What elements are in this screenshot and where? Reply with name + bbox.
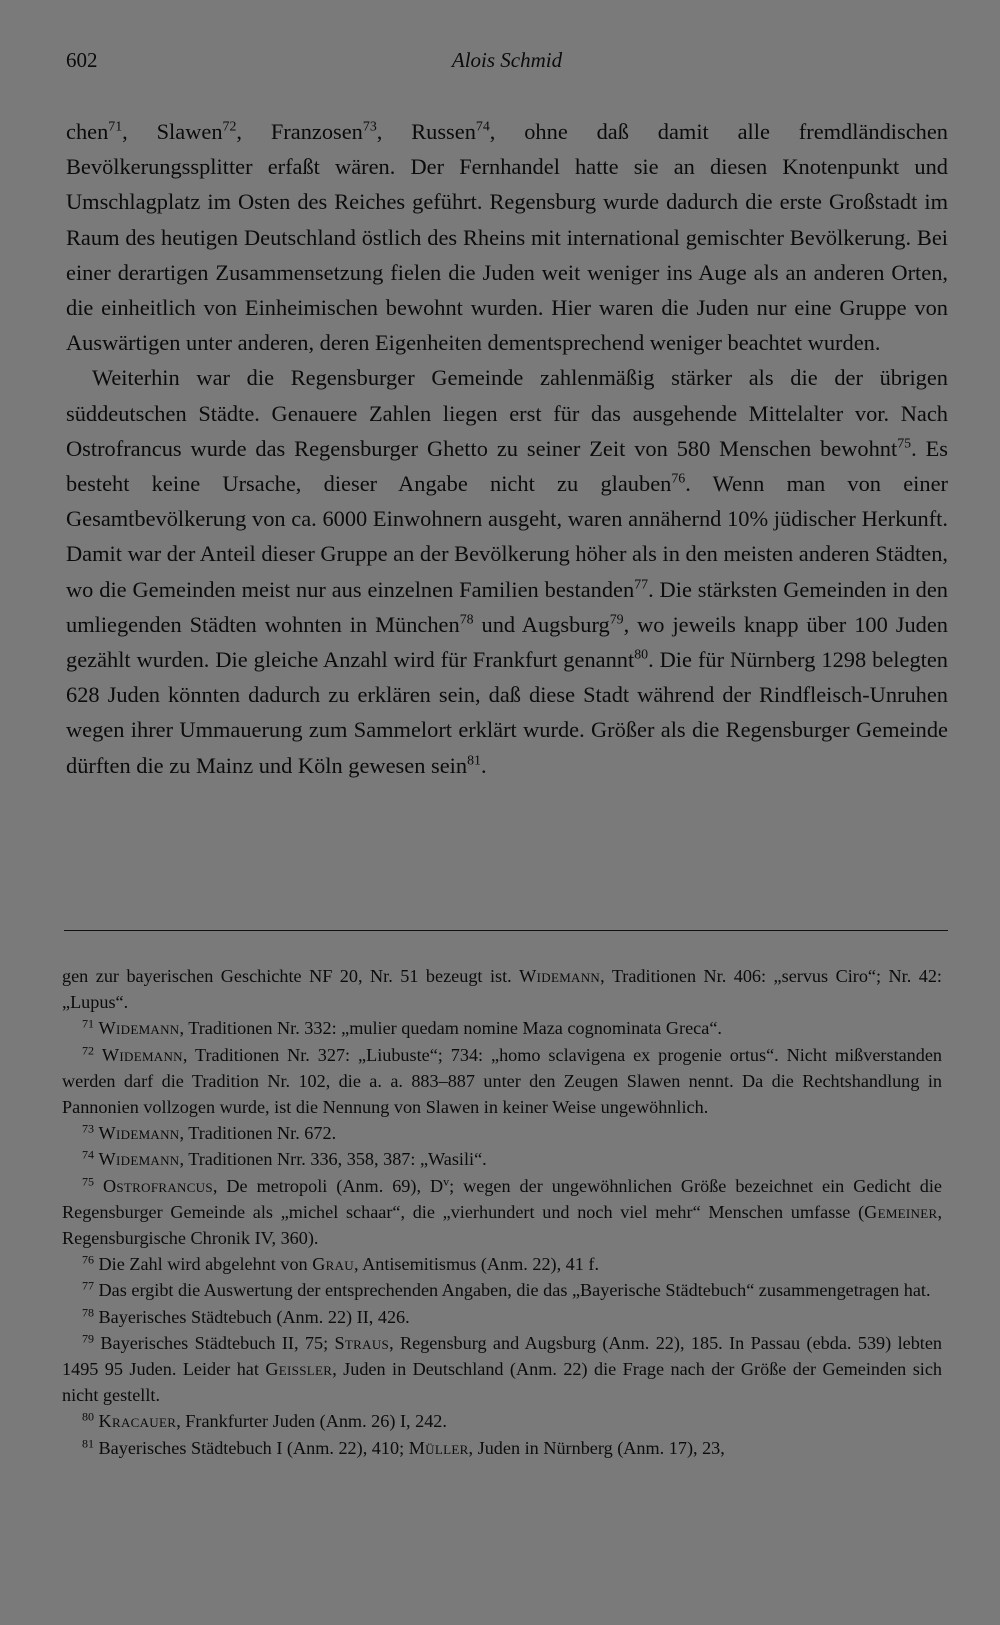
- footnote-72: [62, 1042, 942, 1121]
- footnote-number: 80: [82, 1409, 94, 1424]
- text-run: , Frankfurter Juden (Anm. 26) I, 242.: [176, 1411, 447, 1432]
- text-run: , Franzosen: [236, 119, 363, 144]
- author-name: Gemeiner: [864, 1201, 938, 1222]
- footnote-number: 73: [82, 1121, 94, 1136]
- footnote-74: [62, 1146, 942, 1172]
- text-run: , ohne daß damit alle fremdländischen Bevölkerungssplitter erfaßt wären. Der Fernhandel hatte sie an diesen Knotenpunkt und Umschlagplatz im Osten des Reiches geführt. Regensburg wurde dadurch die erste Großstadt im Raum des heutigen Deutschland östlich des Rheins mit international gemischter Bevölkerung. Bei einer derartigen Zusammensetzung fielen die Juden weit weniger ins Auge als an anderen Orten, die einheitlich von Einheimischen bewohnt wurden. Hier waren die Juden nur eine Gruppe von Auswärtigen unter anderen, deren Eigenheiten dementsprechend weniger beachtet wurden.: [66, 119, 949, 356]
- author-name: Widemann: [98, 1149, 180, 1170]
- footnote-ref-80[interactable]: 80: [634, 647, 649, 663]
- page-number: 602: [66, 48, 98, 72]
- footnote-ref-73[interactable]: 73: [362, 119, 377, 135]
- text-run: , Slawen: [122, 119, 223, 144]
- footnote-71: [62, 1015, 942, 1041]
- text-run: , Traditionen Nr. 327: „Liubuste“; 734: „homo sclavigena ex progenie ortus“. Nicht mißverstanden werden darf die Tradition Nr. 102, die a. a. 883–887 unter den Zeugen Slawen nennt. Da die Rechtshandlung in Pannonien vollzogen wurde, ist die Nennung von Slawen in keiner Weise ungewöhnlich.: [62, 1044, 943, 1118]
- page-header: [66, 48, 948, 82]
- text-run: , Traditionen Nrr. 336, 358, 387: „Wasili“.: [179, 1149, 487, 1170]
- paragraph-2: [66, 360, 948, 782]
- footnote-ref-71[interactable]: 71: [108, 119, 123, 135]
- author-name: Geissler: [265, 1359, 333, 1380]
- text-run: , Juden in Nürnberg (Anm. 17), 23,: [468, 1437, 725, 1458]
- text-run: , Regensburgische Chronik IV, 360).: [62, 1201, 942, 1249]
- footnote-number: 71: [82, 1016, 94, 1031]
- footnote-number: 74: [82, 1147, 94, 1162]
- author-name: Widemann: [98, 1018, 180, 1039]
- text-run: Bayerisches Städtebuch II, 75;: [100, 1332, 335, 1353]
- footnote-75: [62, 1173, 942, 1252]
- author-name: Widemann: [519, 966, 601, 986]
- footnote-77: [62, 1277, 942, 1303]
- text-run: Bayerisches Städtebuch I (Anm. 22), 410;: [98, 1437, 409, 1458]
- text-run: gen zur bayerischen Geschichte NF 20, Nr. 51 bezeugt ist.: [62, 966, 520, 986]
- text-run: , Russen: [376, 119, 476, 144]
- text-run: Das ergibt die Auswertung der entsprechenden Angaben, die das „Bayerische Städtebuch“ zusammengetragen hat.: [98, 1280, 931, 1301]
- footnote-number: 78: [82, 1305, 94, 1320]
- text-run: , Juden in Deutschland (Anm. 22) die Frage nach der Größe der Gemeinden sich nicht gestellt.: [62, 1359, 942, 1406]
- author-name: Grau: [312, 1254, 354, 1275]
- footnote-81: [62, 1435, 942, 1461]
- superscript: v: [443, 1174, 450, 1189]
- footnote-ref-78[interactable]: 78: [459, 612, 474, 628]
- main-text: [66, 114, 948, 783]
- text-run: , Traditionen Nr. 406: „servus Ciro“; Nr. 42: „Lupus“.: [62, 966, 942, 1013]
- footnote-ref-77[interactable]: 77: [634, 577, 649, 593]
- author-name: Ostrofrancus: [102, 1175, 213, 1196]
- text-run: Die Zahl wird abgelehnt von: [98, 1254, 313, 1275]
- footnote-79: [62, 1330, 942, 1409]
- author-name: Widemann: [101, 1044, 183, 1065]
- author-name: Müller: [408, 1437, 469, 1458]
- footnote-continuation: [62, 963, 942, 1015]
- footnote-ref-75[interactable]: 75: [897, 436, 912, 452]
- footnotes: [62, 963, 942, 1461]
- text-run: . Wenn man von einer Gesamtbevölkerung von ca. 6000 Einwohnern ausgeht, waren annähernd 10% jüdischer Herkunft. Damit war der Anteil dieser Gruppe an der Bevölkerung höher als in den meisten anderen Städten, wo die Gemeinden meist nur aus einzelnen Familien bestanden: [66, 471, 948, 602]
- footnote-ref-76[interactable]: 76: [671, 471, 686, 487]
- footnote-number: 79: [82, 1331, 94, 1346]
- text-run: , Antisemitismus (Anm. 22), 41 f.: [354, 1254, 600, 1275]
- footnote-number: 72: [82, 1043, 94, 1058]
- paragraph-1: [66, 114, 948, 360]
- text-run: .: [480, 752, 487, 778]
- footnote-ref-72[interactable]: 72: [222, 119, 237, 135]
- footnote-number: 77: [82, 1278, 94, 1293]
- footnote-80: [62, 1408, 942, 1434]
- footnote-ref-74[interactable]: 74: [475, 119, 490, 135]
- text-run: , Regensburg and Augsburg (Anm. 22), 185. In Passau (ebda. 539) lebten 1495 95 Juden. Leider hat: [62, 1332, 943, 1380]
- footnote-ref-81[interactable]: 81: [467, 753, 481, 769]
- text-run: ; wegen der ungewöhnlichen Größe bezeichnet ein Gedicht die Regensburger Gemeinde als „michel schaar“, die „vierhundert und noch viel mehr“ Menschen umfasse (: [62, 1175, 942, 1222]
- text-run: , Traditionen Nr. 332: „mulier quedam nomine Maza cognominata Greca“.: [179, 1018, 722, 1039]
- author-name: Widemann: [98, 1123, 180, 1144]
- running-head: Alois Schmid: [451, 48, 563, 72]
- footnote-78: [62, 1304, 942, 1330]
- text-run: . Die für Nürnberg 1298 belegten 628 Juden könnten dadurch zu erklären sein, daß diese Stadt während der Rindfleisch-Unruhen wegen ihrer Ummauerung zum Sammelort erklärt wurde. Größer als die Regensburger Gemeinde dürften die zu Mainz und Köln gewesen sein: [66, 647, 948, 778]
- footnote-ref-79[interactable]: 79: [609, 612, 624, 628]
- text-run: und Augsburg: [473, 611, 610, 637]
- text-run: , wo jeweils knapp über 100 Juden gezählt wurden. Die gleiche Anzahl wird für Frankfurt genannt: [66, 611, 948, 673]
- footnote-76: [62, 1251, 942, 1277]
- text-run: . Es besteht keine Ursache, dieser Angabe nicht zu glauben: [66, 435, 949, 497]
- footnote-73: [62, 1120, 942, 1146]
- author-name: Straus: [334, 1332, 390, 1353]
- footnote-number: 81: [82, 1436, 94, 1451]
- footnote-number: 75: [82, 1174, 94, 1189]
- text-run: , De metropoli (Anm. 69), D: [212, 1175, 444, 1196]
- author-name: Kracauer: [98, 1411, 177, 1432]
- text-run: . Die stärksten Gemeinden in den umliegenden Städten wohnten in München: [66, 576, 948, 637]
- text-run: , Traditionen Nr. 672.: [179, 1123, 337, 1144]
- text-run: Bayerisches Städtebuch (Anm. 22) II, 426.: [98, 1306, 410, 1327]
- footnote-number: 76: [82, 1252, 94, 1267]
- text-run: chen: [66, 119, 109, 144]
- text-run: Weiterhin war die Regensburger Gemeinde zahlenmäßig stärker als die der übrigen süddeutschen Städte. Genauere Zahlen liegen erst für das ausgehende Mittelalter vor. Nach Ostrofrancus wurde das Regensburger Ghetto zu seiner Zeit von 580 Menschen bewohnt: [66, 365, 948, 461]
- footnote-separator: [64, 930, 948, 931]
